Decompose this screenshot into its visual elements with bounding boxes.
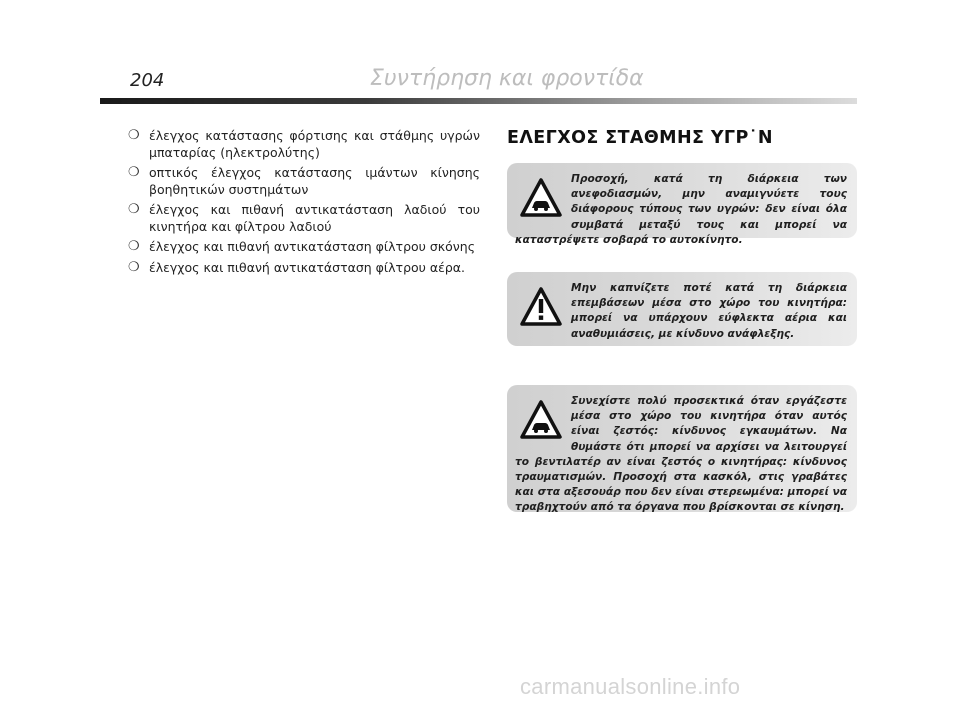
hollow-circle-bullet-icon: ❍ bbox=[128, 165, 140, 180]
hollow-circle-bullet-icon: ❍ bbox=[128, 259, 140, 275]
section-title: ΕΛΕΓΧΟΣ ΣΤΑΘΜΗΣ ΥΓΡ˙Ν bbox=[507, 128, 773, 148]
page-number: 204 bbox=[130, 70, 165, 91]
warning-box-fluid-mixing bbox=[507, 163, 857, 246]
warning-text: Συνεχίστε πολύ προσεκτικά όταν εργάζεστε μέσα στο χώρο του κινητήρα όταν αυτός είναι ζεστός: κίνδυνος εγκαυμάτων. Να θυμάστε ότι μπορεί να αρχίσει να λειτουργεί το βεντιλατέρ αν είναι ζεστός ο κινητήρας: κίνδυνος τραυματισμών. Προσοχή στα κασκόλ, στις γραβάτες και στα αξεσουάρ που δεν είναι στερεωμένα: μπορεί να τραβηχτούν από τα όργανα που βρίσκονται σε κίνηση. bbox=[515, 395, 847, 514]
page-title: Συντήρηση και φροντίδα bbox=[370, 66, 644, 91]
list-item-text: έλεγχος κατάστασης φόρτισης και στάθμης υγρών μπαταρίας (ηλεκτρολύτης) bbox=[149, 128, 480, 160]
list-item bbox=[128, 128, 480, 161]
warning-text: Μην καπνίζετε ποτέ κατά τη διάρκεια επεμβάσεων μέσα στο χώρο του κινητήρα: μπορεί να υπάρχουν εύφλεκτα αέρια και αναθυμιάσεις, με κίνδυνο ανάφλεξης. bbox=[571, 282, 847, 340]
list-item-text: έλεγχος και πιθανή αντικατάσταση λαδιού του κινητήρα και φίλτρου λαδιού bbox=[149, 202, 480, 234]
hollow-circle-bullet-icon: ❍ bbox=[128, 128, 140, 143]
warning-text: Προσοχή, κατά τη διάρκεια των ανεφοδιασμών, μην αναμιγνύετε τους διάφορους τύπους των υγρών: δεν είναι όλα συμβατά μεταξύ τους και μπορεί να καταστρέψετε σοβαρά το αυτοκίνητο. bbox=[515, 173, 847, 246]
list-item-text: έλεγχος και πιθανή αντικατάσταση φίλτρου σκόνης bbox=[149, 239, 476, 254]
list-item-text: έλεγχος και πιθανή αντικατάσταση φίλτρου αέρα. bbox=[149, 259, 466, 275]
header-divider-bar bbox=[100, 98, 857, 104]
page-header bbox=[0, 0, 960, 110]
hollow-circle-bullet-icon: ❍ bbox=[128, 202, 140, 217]
list-item bbox=[128, 165, 480, 198]
list-item bbox=[128, 202, 480, 235]
warning-box-hot-engine bbox=[507, 385, 857, 512]
car-warning-triangle-icon bbox=[519, 176, 563, 220]
maintenance-checklist bbox=[128, 128, 480, 280]
watermark: carmanualsonline.info bbox=[520, 674, 741, 699]
car-warning-triangle-icon bbox=[519, 398, 563, 442]
exclamation-triangle-icon bbox=[519, 285, 563, 329]
warning-box-no-smoking bbox=[507, 272, 857, 346]
list-item bbox=[128, 260, 480, 277]
list-item bbox=[128, 239, 480, 256]
list-item-text: οπτικός έλεγχος κατάστασης ιμάντων κίνησης βοηθητικών συστημάτων bbox=[149, 165, 480, 197]
hollow-circle-bullet-icon: ❍ bbox=[128, 239, 140, 254]
